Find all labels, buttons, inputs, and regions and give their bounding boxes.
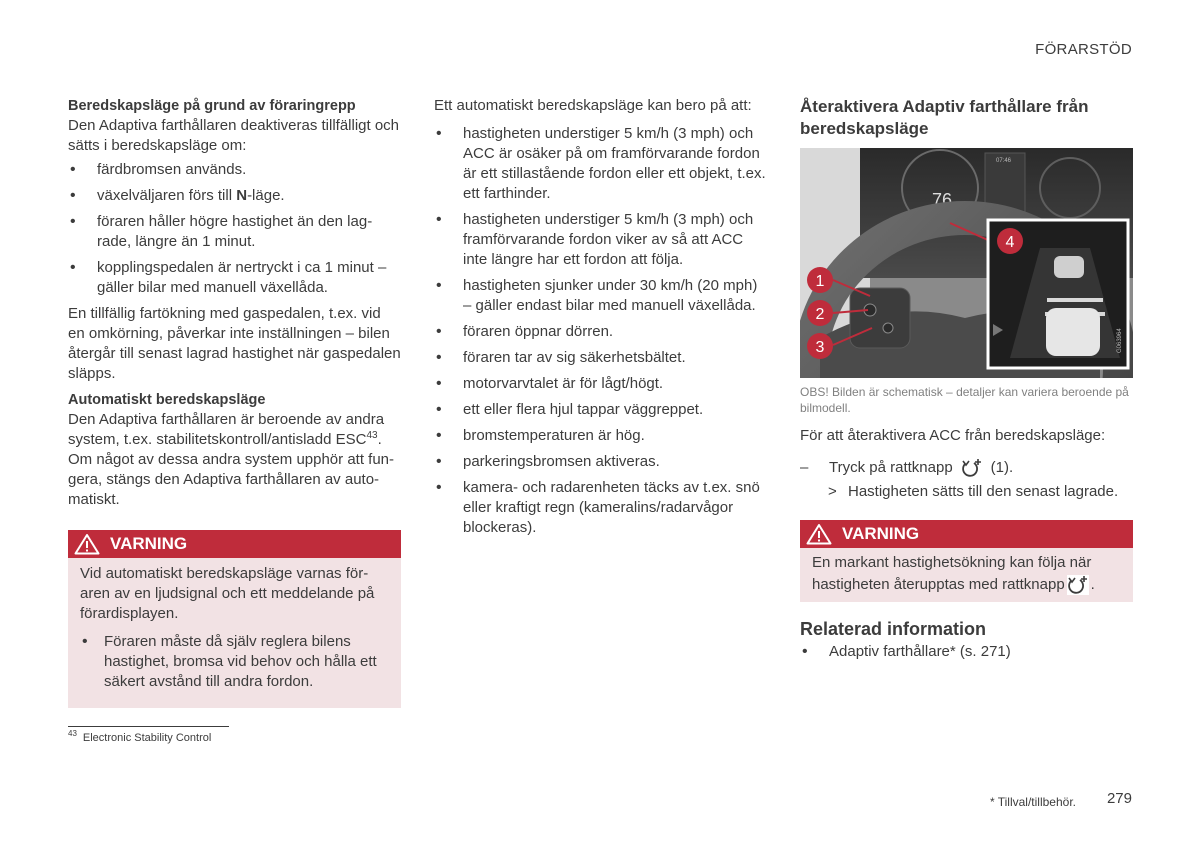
list-item-text: växelväljaren förs till bbox=[97, 187, 237, 204]
warning-header bbox=[68, 530, 401, 558]
result-text: Hastigheten sätts till den senast lagrade. bbox=[848, 483, 1119, 501]
step-text-after: (1). bbox=[990, 459, 1014, 476]
gear-suffix: -läge. bbox=[247, 187, 285, 204]
warning-title: VARNING bbox=[110, 534, 188, 553]
section-heading: Återaktivera Adaptiv farthållare från beredskapsläge bbox=[800, 97, 1089, 138]
temporary-acceleration-text: En tillfällig fartökning med gaspedalen, t.ex. vid en omkörning, påverkar inte inställningen – bilen återgår till senast lagrad hastighet när gaspedalen släpps. bbox=[68, 305, 401, 382]
callout-1: 1 bbox=[815, 273, 825, 290]
footnote-ref: 43 bbox=[366, 430, 378, 441]
list-item: • motorvarvtalet är för lågt/högt. bbox=[434, 374, 767, 394]
list-item: • föraren öppnar dörren. bbox=[434, 322, 767, 342]
resume-button-icon bbox=[961, 458, 983, 478]
heading-driver-intervention: Beredskapsläge på grund av föraringrepp bbox=[68, 98, 356, 114]
intro-text: Den Adaptiva farthållaren deaktiveras tillfälligt och sätts i beredskapsläge om: bbox=[68, 117, 400, 154]
warning-header bbox=[800, 520, 1133, 548]
footnote bbox=[68, 731, 211, 745]
warning-text-before: En markant hastighetsökning kan följa när hastigheten återupptas med rattknapp bbox=[812, 554, 1092, 594]
warning-triangle-icon bbox=[806, 523, 832, 545]
heading-automatic-standby: Automatiskt beredskapsläge bbox=[68, 392, 266, 408]
warning-body bbox=[68, 558, 401, 708]
chapter-title: FÖRARSTÖD bbox=[1035, 41, 1132, 58]
result-marker: > bbox=[828, 483, 837, 501]
footnote-number: 43 bbox=[68, 729, 77, 739]
column-middle bbox=[434, 96, 767, 544]
page-number: 279 bbox=[1106, 790, 1132, 807]
list-item: • hastigheten understiger 5 km/h (3 mph) och framförvarande fordon viker av så att ACC inte längre har ett fordon att följa. bbox=[434, 210, 767, 270]
list-item: • ett eller flera hjul tappar väggreppet. bbox=[434, 400, 767, 420]
steering-wheel-illustration bbox=[800, 148, 1133, 378]
list-item: • Föraren måste då själv reglera bilens hastighet, bromsa vid behov och hålla ett säkert avstånd till andra fordon. bbox=[80, 632, 389, 692]
warning-text: Vid automatiskt beredskapsläge varnas föraren av en ljudsignal och ett meddelande på förardisplayen. bbox=[80, 565, 375, 622]
footer-accessory-note: * Tillval/tillbehör. bbox=[989, 795, 1076, 809]
warning-list bbox=[80, 632, 389, 692]
auto-text-b: . Om något av dessa andra system upphör att fungera, stängs den Adaptiva farthållaren av automatiskt. bbox=[68, 431, 395, 508]
resume-button-icon bbox=[1067, 575, 1089, 595]
clock-readout: 07:46 bbox=[996, 158, 1012, 164]
gear-readout: N bbox=[943, 217, 951, 229]
warning-body bbox=[800, 548, 1133, 602]
list-item: • parkeringsbromsen aktiveras. bbox=[434, 452, 767, 472]
step-text-before: Tryck på rattknapp bbox=[829, 459, 953, 476]
list-item bbox=[68, 186, 401, 206]
footnote-divider bbox=[68, 726, 229, 727]
warning-title: VARNING bbox=[842, 524, 920, 544]
warning-box bbox=[800, 520, 1133, 602]
list-item: • kamera- och radarenheten täcks av t.ex. snö eller kraftigt regn (kameralins/radarvågor blockeras). bbox=[434, 478, 767, 538]
steering-wheel-figure bbox=[800, 148, 1133, 378]
list-item: • hastigheten understiger 5 km/h (3 mph) och ACC är osäker på om framförvarande fordon är ett stillastående fordon eller ett objekt, t.ex. ett farthinder. bbox=[434, 124, 767, 204]
standby-conditions-list bbox=[68, 160, 401, 298]
warning-triangle-icon bbox=[74, 533, 100, 555]
related-info-heading: Relaterad information bbox=[800, 619, 987, 640]
instruction-result bbox=[800, 482, 1133, 502]
figure-caption: OBS! Bilden är schematisk – detaljer kan variera beroende på bilmodell. bbox=[800, 385, 1129, 415]
reactivate-lead: För att återaktivera ACC från beredskapsläge: bbox=[800, 427, 1106, 444]
auto-text-a: Den Adaptiva farthållaren är beroende av andra system, t.ex. stabilitetskontroll/antisladd ESC bbox=[68, 411, 385, 448]
warning-text-after: . bbox=[1090, 576, 1095, 594]
automatic-standby-causes-list bbox=[434, 124, 767, 538]
list-item: • föraren tar av sig säkerhetsbältet. bbox=[434, 348, 767, 368]
instruction-step bbox=[800, 458, 1133, 478]
callout-3: 3 bbox=[815, 339, 825, 356]
related-link[interactable]: • Adaptiv farthållare* (s. 271) bbox=[800, 642, 1133, 662]
intro-text: Ett automatiskt beredskapsläge kan bero på att: bbox=[434, 97, 752, 114]
column-left bbox=[68, 96, 401, 708]
figure-code: G063964 bbox=[1117, 328, 1123, 353]
callout-4: 4 bbox=[1005, 234, 1015, 251]
warning-box bbox=[68, 530, 401, 708]
footnote-text: Electronic Stability Control bbox=[82, 732, 212, 744]
gear-letter: N bbox=[236, 187, 248, 204]
list-item: • föraren håller högre hastighet än den lagrade, längre än 1 minut. bbox=[68, 212, 401, 252]
list-item: • kopplingspedalen är nertryckt i ca 1 minut – gäller bilar med manuell växellåda. bbox=[68, 258, 401, 298]
column-right bbox=[800, 96, 1133, 668]
step-dash: – bbox=[800, 459, 809, 476]
automatic-standby-text bbox=[68, 410, 401, 510]
speed-readout: 76 bbox=[932, 190, 953, 210]
callout-2: 2 bbox=[815, 306, 825, 323]
related-info-list bbox=[800, 642, 1133, 662]
list-item: • bromstemperaturen är hög. bbox=[434, 426, 767, 446]
list-item: • hastigheten sjunker under 30 km/h (20 mph) – gäller endast bilar med manuell växellåda. bbox=[434, 276, 767, 316]
list-item: • färdbromsen används. bbox=[68, 160, 401, 180]
